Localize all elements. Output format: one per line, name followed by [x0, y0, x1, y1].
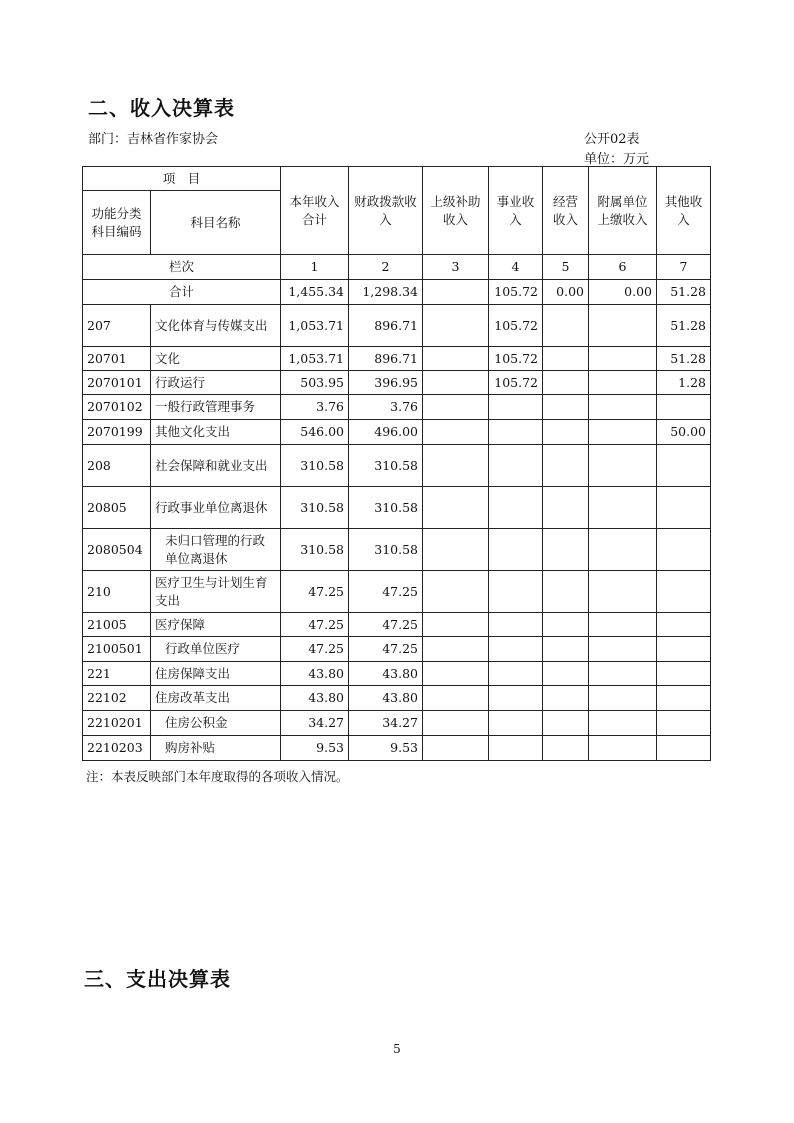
table-row: [83, 613, 711, 637]
amount-cell: [423, 571, 489, 613]
column-num: 4: [489, 255, 543, 280]
total-cell: 1,455.34: [281, 280, 349, 305]
table-row: [83, 637, 711, 662]
func-code-cell: 20701: [83, 347, 151, 371]
amount-cell: [543, 420, 589, 445]
func-code-cell: 2210201: [83, 711, 151, 736]
table-row: [83, 571, 711, 613]
amount-cell: [489, 711, 543, 736]
amount-cell: [543, 662, 589, 686]
column-num: 3: [423, 255, 489, 280]
amount-cell: [543, 736, 589, 761]
column-num: 6: [589, 255, 657, 280]
amount-cell: [543, 529, 589, 571]
column-num: 5: [543, 255, 589, 280]
amount-cell: [423, 613, 489, 637]
amount-cell: [423, 736, 489, 761]
amount-cell: [589, 711, 657, 736]
unit-label: 单位：万元: [584, 152, 650, 167]
amount-cell: 47.25: [349, 613, 423, 637]
amount-cell: [657, 571, 711, 613]
amount-cell: [589, 571, 657, 613]
amount-cell: [489, 395, 543, 420]
func-code-cell: 2070199: [83, 420, 151, 445]
subject-name-cell: 文化: [151, 347, 281, 371]
amount-cell: [489, 662, 543, 686]
amount-cell: [423, 445, 489, 487]
amount-cell: 546.00: [281, 420, 349, 445]
amount-cell: 43.80: [281, 686, 349, 711]
amount-cell: 51.28: [657, 347, 711, 371]
amount-cell: 3.76: [281, 395, 349, 420]
amount-cell: [657, 529, 711, 571]
header-subject-name: 科目名称: [151, 191, 281, 255]
amount-cell: 105.72: [489, 347, 543, 371]
amount-cell: [423, 420, 489, 445]
amount-cell: [589, 736, 657, 761]
amount-cell: [589, 662, 657, 686]
func-code-cell: 20805: [83, 487, 151, 529]
amount-cell: [589, 371, 657, 395]
total-cell: 51.28: [657, 280, 711, 305]
section-title-income: 二、收入决算表: [88, 96, 235, 120]
amount-cell: [423, 305, 489, 347]
table-row: [83, 347, 711, 371]
amount-cell: [489, 637, 543, 662]
table-note: 注：本表反映部门本年度取得的各项收入情况。: [86, 769, 349, 784]
func-code-cell: 221: [83, 662, 151, 686]
func-code-cell: 2070102: [83, 395, 151, 420]
amount-cell: [657, 637, 711, 662]
income-table: [82, 166, 711, 761]
amount-cell: [657, 662, 711, 686]
subject-name-cell: 文化体育与传媒支出: [151, 305, 281, 347]
amount-cell: 105.72: [489, 371, 543, 395]
subject-name-cell: 购房补贴: [151, 736, 281, 761]
amount-cell: [589, 395, 657, 420]
form-number: 公开02表: [584, 132, 640, 147]
column-num: 7: [657, 255, 711, 280]
header-affiliate: 附属单位上缴收入: [589, 167, 657, 255]
subject-name-cell: 其他文化支出: [151, 420, 281, 445]
amount-cell: [543, 571, 589, 613]
amount-cell: 3.76: [349, 395, 423, 420]
amount-cell: 896.71: [349, 347, 423, 371]
amount-cell: 47.25: [349, 571, 423, 613]
amount-cell: [543, 711, 589, 736]
func-code-cell: 207: [83, 305, 151, 347]
amount-cell: [657, 395, 711, 420]
func-code-cell: 2080504: [83, 529, 151, 571]
amount-cell: 396.95: [349, 371, 423, 395]
subject-name-cell: 医疗保障: [151, 613, 281, 637]
amount-cell: 43.80: [349, 662, 423, 686]
total-cell: 0.00: [543, 280, 589, 305]
func-code-cell: 208: [83, 445, 151, 487]
table-row: [83, 420, 711, 445]
table-row: [83, 662, 711, 686]
amount-cell: 1.28: [657, 371, 711, 395]
amount-cell: [423, 711, 489, 736]
amount-cell: 34.27: [281, 711, 349, 736]
amount-cell: [423, 487, 489, 529]
column-num: 1: [281, 255, 349, 280]
subject-name-cell: 住房改革支出: [151, 686, 281, 711]
header-total: 本年收入合计: [281, 167, 349, 255]
amount-cell: 1,053.71: [281, 347, 349, 371]
amount-cell: 43.80: [281, 662, 349, 686]
amount-cell: [543, 371, 589, 395]
table-row: [83, 686, 711, 711]
header-fiscal: 财政拨款收入: [349, 167, 423, 255]
amount-cell: 1,053.71: [281, 305, 349, 347]
amount-cell: [657, 736, 711, 761]
amount-cell: [489, 736, 543, 761]
total-cell: 0.00: [589, 280, 657, 305]
amount-cell: [543, 305, 589, 347]
amount-cell: [489, 613, 543, 637]
amount-cell: [589, 487, 657, 529]
amount-cell: [489, 686, 543, 711]
func-code-cell: 21005: [83, 613, 151, 637]
table-row: [83, 529, 711, 571]
page-number: 5: [393, 1042, 401, 1056]
amount-cell: [543, 347, 589, 371]
func-code-cell: 2100501: [83, 637, 151, 662]
header-func-code: 功能分类科目编码: [83, 191, 151, 255]
amount-cell: [543, 445, 589, 487]
section-title-expense: 三、支出决算表: [84, 967, 231, 991]
amount-cell: [589, 347, 657, 371]
amount-cell: [657, 445, 711, 487]
subject-name-cell: 一般行政管理事务: [151, 395, 281, 420]
amount-cell: 51.28: [657, 305, 711, 347]
amount-cell: 47.25: [281, 613, 349, 637]
subject-name-cell: 医疗卫生与计划生育支出: [151, 571, 281, 613]
amount-cell: [423, 347, 489, 371]
subject-name-cell: 行政运行: [151, 371, 281, 395]
amount-cell: [489, 529, 543, 571]
amount-cell: 9.53: [349, 736, 423, 761]
amount-cell: [543, 613, 589, 637]
subject-name-cell: 行政单位医疗: [151, 637, 281, 662]
table-row: [83, 736, 711, 761]
amount-cell: [657, 686, 711, 711]
amount-cell: [489, 445, 543, 487]
amount-cell: [423, 686, 489, 711]
total-row-label: 合计: [83, 280, 281, 305]
amount-cell: 9.53: [281, 736, 349, 761]
amount-cell: [589, 420, 657, 445]
table-row: [83, 371, 711, 395]
table-row: [83, 711, 711, 736]
amount-cell: 47.25: [349, 637, 423, 662]
column-row-label: 栏次: [83, 255, 281, 280]
amount-cell: [423, 395, 489, 420]
amount-cell: [543, 487, 589, 529]
total-cell: 1,298.34: [349, 280, 423, 305]
amount-cell: [423, 529, 489, 571]
amount-cell: [589, 613, 657, 637]
amount-cell: 105.72: [489, 305, 543, 347]
subject-name-cell: 社会保障和就业支出: [151, 445, 281, 487]
header-project: 项 目: [83, 167, 281, 191]
total-cell: 105.72: [489, 280, 543, 305]
amount-cell: 310.58: [349, 445, 423, 487]
amount-cell: 896.71: [349, 305, 423, 347]
amount-cell: [657, 711, 711, 736]
func-code-cell: 22102: [83, 686, 151, 711]
amount-cell: 310.58: [349, 487, 423, 529]
amount-cell: 310.58: [281, 529, 349, 571]
header-operation: 经营收入: [543, 167, 589, 255]
amount-cell: [489, 487, 543, 529]
table-row: [83, 487, 711, 529]
amount-cell: [589, 305, 657, 347]
amount-cell: 496.00: [349, 420, 423, 445]
func-code-cell: 2210203: [83, 736, 151, 761]
amount-cell: 310.58: [281, 487, 349, 529]
amount-cell: [543, 395, 589, 420]
amount-cell: 310.58: [281, 445, 349, 487]
header-other: 其他收入: [657, 167, 711, 255]
amount-cell: [589, 529, 657, 571]
subject-name-cell: 住房保障支出: [151, 662, 281, 686]
amount-cell: 34.27: [349, 711, 423, 736]
column-num: 2: [349, 255, 423, 280]
table-row: [83, 445, 711, 487]
amount-cell: [657, 613, 711, 637]
func-code-cell: 210: [83, 571, 151, 613]
amount-cell: [589, 445, 657, 487]
amount-cell: [489, 571, 543, 613]
amount-cell: 50.00: [657, 420, 711, 445]
header-superior: 上级补助收入: [423, 167, 489, 255]
amount-cell: [489, 420, 543, 445]
subject-name-cell: 行政事业单位离退休: [151, 487, 281, 529]
func-code-cell: 2070101: [83, 371, 151, 395]
total-cell: [423, 280, 489, 305]
amount-cell: [423, 637, 489, 662]
amount-cell: 310.58: [349, 529, 423, 571]
amount-cell: [657, 487, 711, 529]
department-label: 部门：吉林省作家协会: [88, 132, 219, 147]
amount-cell: [423, 662, 489, 686]
subject-name-cell: 住房公积金: [151, 711, 281, 736]
amount-cell: [543, 686, 589, 711]
amount-cell: [589, 686, 657, 711]
amount-cell: 503.95: [281, 371, 349, 395]
amount-cell: 47.25: [281, 637, 349, 662]
table-row: [83, 305, 711, 347]
amount-cell: [589, 637, 657, 662]
amount-cell: [423, 371, 489, 395]
amount-cell: [543, 637, 589, 662]
subject-name-cell: 未归口管理的行政单位离退休: [151, 529, 281, 571]
header-business: 事业收入: [489, 167, 543, 255]
amount-cell: 47.25: [281, 571, 349, 613]
table-row: [83, 395, 711, 420]
amount-cell: 43.80: [349, 686, 423, 711]
